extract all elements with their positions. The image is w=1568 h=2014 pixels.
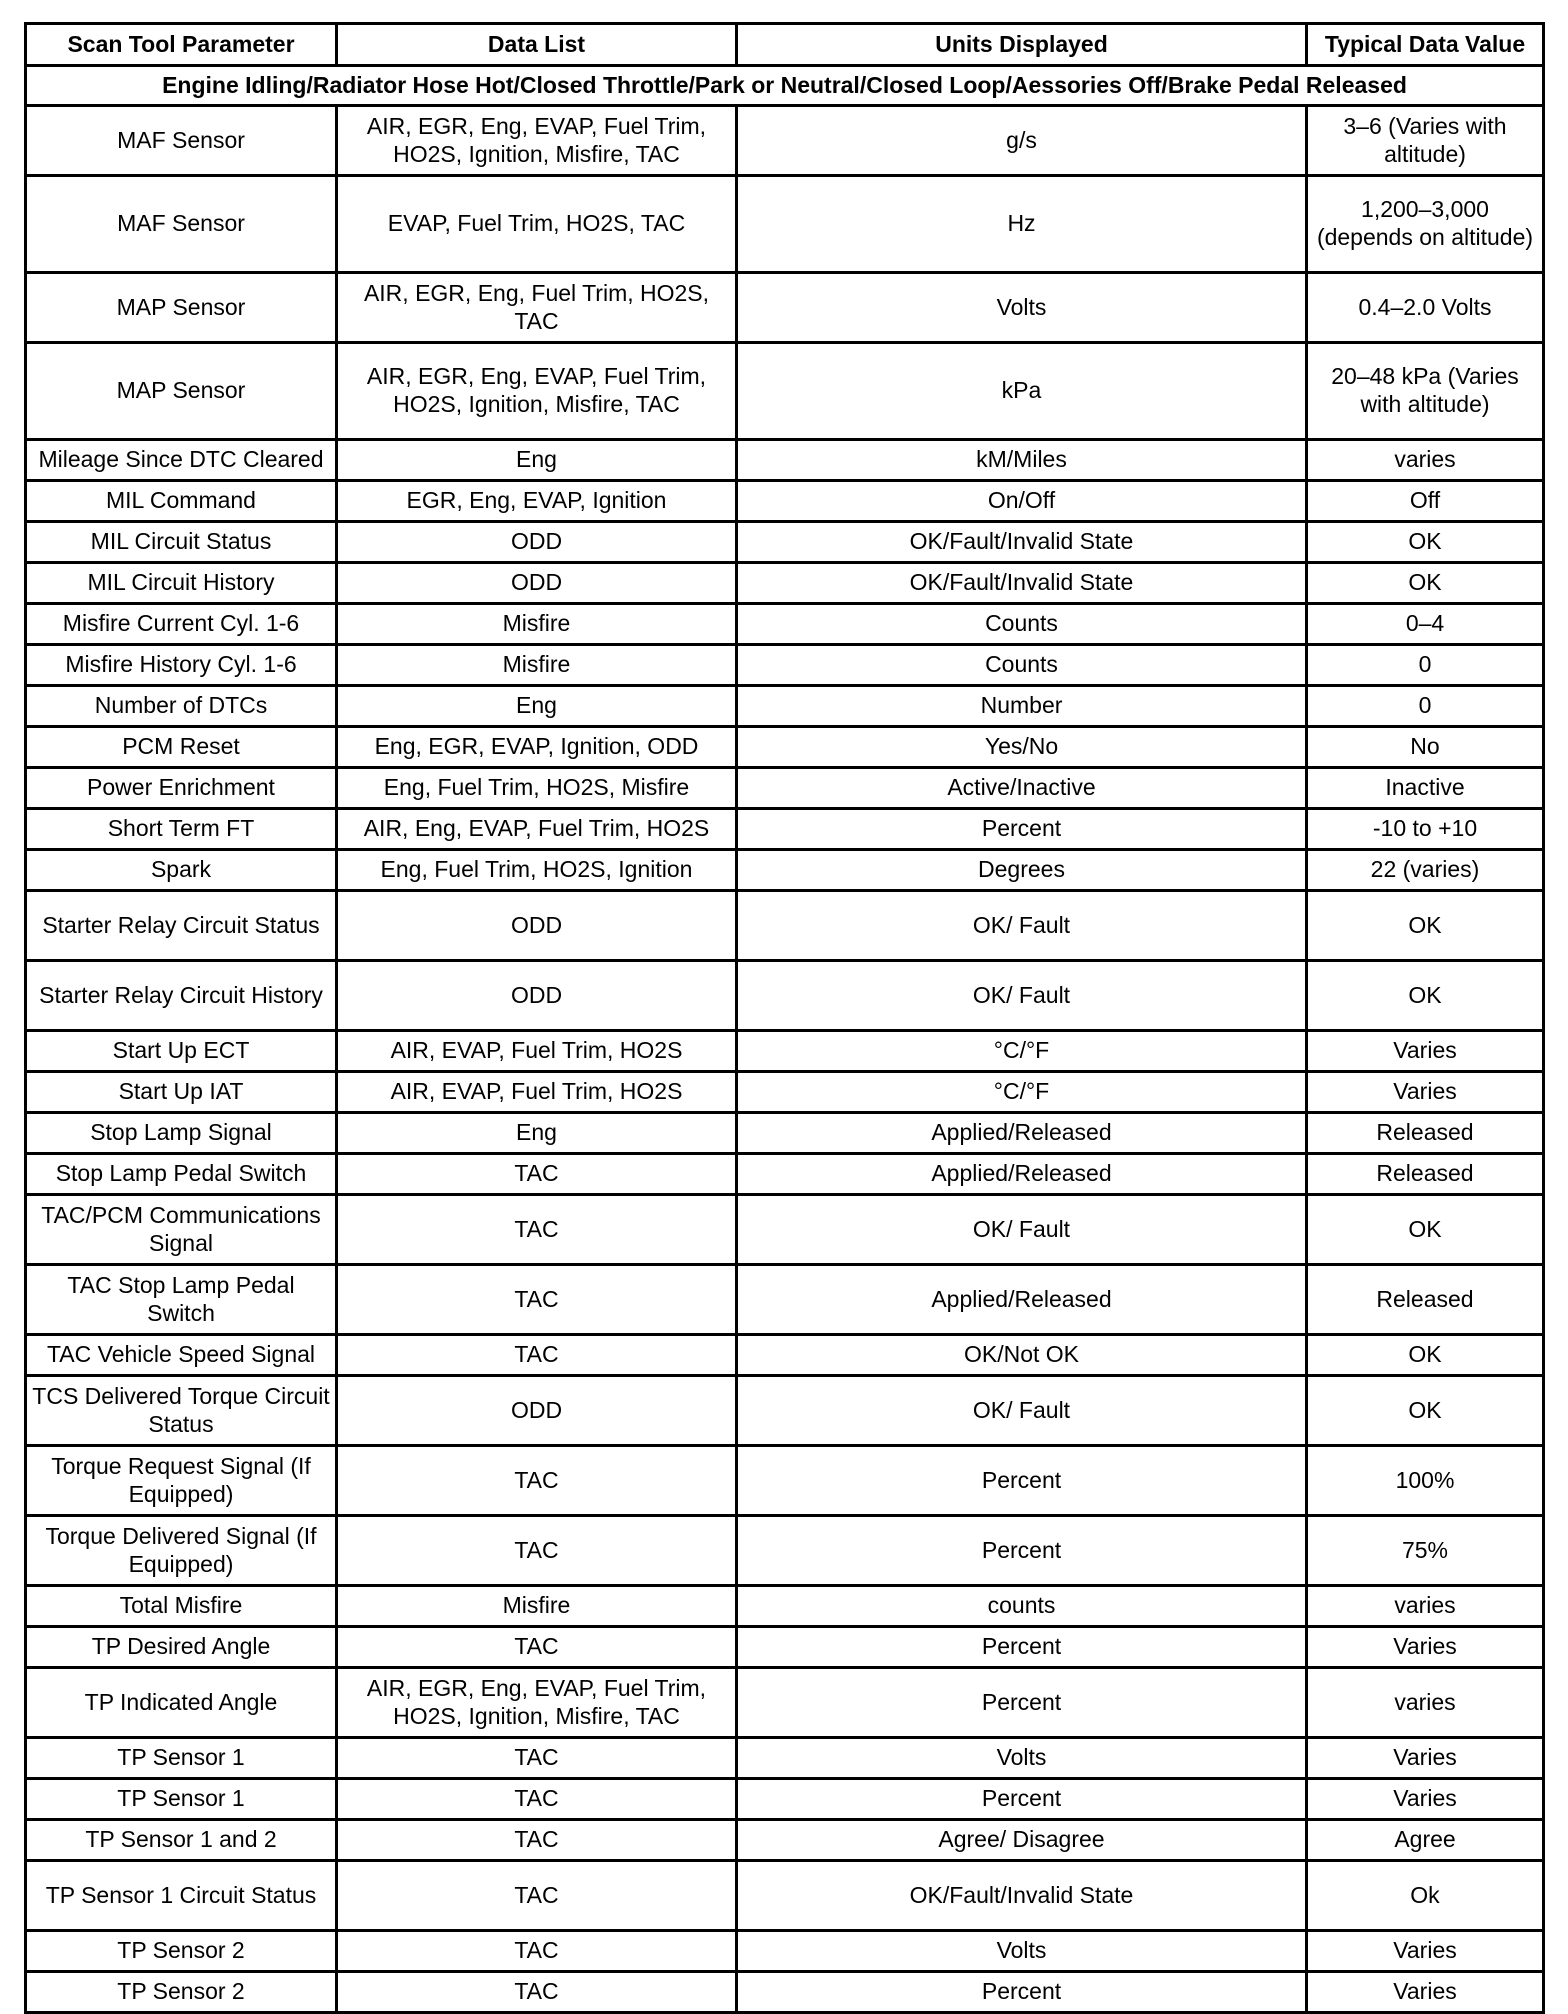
parameter-cell: Number of DTCs bbox=[26, 686, 337, 727]
data-list-cell: Eng bbox=[337, 440, 737, 481]
parameter-cell: Torque Delivered Signal (If Equipped) bbox=[26, 1516, 337, 1586]
parameter-cell: TP Sensor 2 bbox=[26, 1972, 337, 2013]
parameter-cell: TP Desired Angle bbox=[26, 1627, 337, 1668]
typical-value-cell: 0 bbox=[1307, 645, 1544, 686]
data-list-cell: Misfire bbox=[337, 604, 737, 645]
data-list-cell: Eng bbox=[337, 1113, 737, 1154]
typical-value-cell: -10 to +10 bbox=[1307, 809, 1544, 850]
typical-value-cell: No bbox=[1307, 727, 1544, 768]
data-list-cell: TAC bbox=[337, 1779, 737, 1820]
typical-value-cell: varies bbox=[1307, 1668, 1544, 1738]
table-row bbox=[26, 1154, 1544, 1195]
parameter-cell: MAF Sensor bbox=[26, 106, 337, 176]
table-row bbox=[26, 1376, 1544, 1446]
units-cell: OK/ Fault bbox=[737, 961, 1307, 1031]
typical-value-cell: OK bbox=[1307, 1195, 1544, 1265]
table-row bbox=[26, 809, 1544, 850]
table-row bbox=[26, 522, 1544, 563]
data-list-cell: TAC bbox=[337, 1861, 737, 1931]
units-cell: OK/ Fault bbox=[737, 1195, 1307, 1265]
parameter-cell: MIL Circuit History bbox=[26, 563, 337, 604]
parameter-cell: Start Up IAT bbox=[26, 1072, 337, 1113]
typical-value-cell: OK bbox=[1307, 563, 1544, 604]
units-cell: Number bbox=[737, 686, 1307, 727]
data-list-cell: AIR, EGR, Eng, EVAP, Fuel Trim, HO2S, Ignition, Misfire, TAC bbox=[337, 1668, 737, 1738]
typical-value-cell: 0 bbox=[1307, 686, 1544, 727]
typical-value-cell: OK bbox=[1307, 961, 1544, 1031]
data-list-cell: TAC bbox=[337, 1516, 737, 1586]
typical-value-cell: Released bbox=[1307, 1113, 1544, 1154]
typical-value-cell: 0–4 bbox=[1307, 604, 1544, 645]
table-row bbox=[26, 1113, 1544, 1154]
data-list-cell: TAC bbox=[337, 1627, 737, 1668]
parameter-cell: Power Enrichment bbox=[26, 768, 337, 809]
data-list-cell: TAC bbox=[337, 1738, 737, 1779]
parameter-cell: Stop Lamp Pedal Switch bbox=[26, 1154, 337, 1195]
typical-value-cell: Off bbox=[1307, 481, 1544, 522]
typical-value-cell: Varies bbox=[1307, 1779, 1544, 1820]
typical-value-cell: 100% bbox=[1307, 1446, 1544, 1516]
typical-value-cell: 1,200–3,000 (depends on altitude) bbox=[1307, 176, 1544, 273]
data-list-cell: TAC bbox=[337, 1446, 737, 1516]
parameter-cell: TP Indicated Angle bbox=[26, 1668, 337, 1738]
units-cell: Volts bbox=[737, 273, 1307, 343]
data-list-cell: ODD bbox=[337, 522, 737, 563]
parameter-cell: Mileage Since DTC Cleared bbox=[26, 440, 337, 481]
typical-value-cell: OK bbox=[1307, 891, 1544, 961]
units-cell: Applied/Released bbox=[737, 1265, 1307, 1335]
units-cell: Percent bbox=[737, 1972, 1307, 2013]
table-row bbox=[26, 481, 1544, 522]
units-cell: °C/°F bbox=[737, 1072, 1307, 1113]
data-list-cell: TAC bbox=[337, 1972, 737, 2013]
data-list-cell: AIR, Eng, EVAP, Fuel Trim, HO2S bbox=[337, 809, 737, 850]
parameter-cell: TAC Stop Lamp Pedal Switch bbox=[26, 1265, 337, 1335]
units-cell: Applied/Released bbox=[737, 1113, 1307, 1154]
table-row bbox=[26, 686, 1544, 727]
data-list-cell: Eng, EGR, EVAP, Ignition, ODD bbox=[337, 727, 737, 768]
table-row bbox=[26, 1446, 1544, 1516]
units-cell: OK/Fault/Invalid State bbox=[737, 1861, 1307, 1931]
units-cell: Percent bbox=[737, 1627, 1307, 1668]
header-units-displayed: Units Displayed bbox=[737, 24, 1307, 66]
typical-value-cell: Varies bbox=[1307, 1031, 1544, 1072]
scan-tool-data-table bbox=[24, 22, 1545, 2014]
table-row bbox=[26, 891, 1544, 961]
units-cell: Percent bbox=[737, 1516, 1307, 1586]
table-row bbox=[26, 343, 1544, 440]
units-cell: OK/Not OK bbox=[737, 1335, 1307, 1376]
parameter-cell: MIL Circuit Status bbox=[26, 522, 337, 563]
units-cell: Agree/ Disagree bbox=[737, 1820, 1307, 1861]
parameter-cell: MAP Sensor bbox=[26, 343, 337, 440]
typical-value-cell: Varies bbox=[1307, 1931, 1544, 1972]
typical-value-cell: OK bbox=[1307, 1376, 1544, 1446]
units-cell: Counts bbox=[737, 604, 1307, 645]
table-row bbox=[26, 440, 1544, 481]
parameter-cell: Starter Relay Circuit Status bbox=[26, 891, 337, 961]
typical-value-cell: OK bbox=[1307, 1335, 1544, 1376]
typical-value-cell: varies bbox=[1307, 440, 1544, 481]
table-row bbox=[26, 1627, 1544, 1668]
units-cell: Yes/No bbox=[737, 727, 1307, 768]
table-row bbox=[26, 961, 1544, 1031]
parameter-cell: Start Up ECT bbox=[26, 1031, 337, 1072]
table-row bbox=[26, 850, 1544, 891]
table-row bbox=[26, 1031, 1544, 1072]
typical-value-cell: Released bbox=[1307, 1154, 1544, 1195]
parameter-cell: Total Misfire bbox=[26, 1586, 337, 1627]
typical-value-cell: Varies bbox=[1307, 1738, 1544, 1779]
table-row bbox=[26, 1972, 1544, 2013]
data-list-cell: TAC bbox=[337, 1820, 737, 1861]
parameter-cell: MAF Sensor bbox=[26, 176, 337, 273]
data-list-cell: Eng, Fuel Trim, HO2S, Ignition bbox=[337, 850, 737, 891]
table-row bbox=[26, 563, 1544, 604]
units-cell: Counts bbox=[737, 645, 1307, 686]
typical-value-cell: Varies bbox=[1307, 1972, 1544, 2013]
parameter-cell: Torque Request Signal (If Equipped) bbox=[26, 1446, 337, 1516]
typical-value-cell: 0.4–2.0 Volts bbox=[1307, 273, 1544, 343]
test-condition: Engine Idling/Radiator Hose Hot/Closed Throttle/Park or Neutral/Closed Loop/Aessories Off/Brake Pedal Released bbox=[26, 66, 1544, 106]
parameter-cell: TP Sensor 2 bbox=[26, 1931, 337, 1972]
parameter-cell: PCM Reset bbox=[26, 727, 337, 768]
parameter-cell: TP Sensor 1 bbox=[26, 1779, 337, 1820]
typical-value-cell: Varies bbox=[1307, 1627, 1544, 1668]
parameter-cell: MIL Command bbox=[26, 481, 337, 522]
units-cell: OK/Fault/Invalid State bbox=[737, 522, 1307, 563]
table-row bbox=[26, 1265, 1544, 1335]
typical-value-cell: Agree bbox=[1307, 1820, 1544, 1861]
parameter-cell: Starter Relay Circuit History bbox=[26, 961, 337, 1031]
data-list-cell: AIR, EGR, Eng, EVAP, Fuel Trim, HO2S, Ignition, Misfire, TAC bbox=[337, 106, 737, 176]
units-cell: °C/°F bbox=[737, 1031, 1307, 1072]
table-row bbox=[26, 106, 1544, 176]
typical-value-cell: Varies bbox=[1307, 1072, 1544, 1113]
data-list-cell: TAC bbox=[337, 1195, 737, 1265]
table-row bbox=[26, 1195, 1544, 1265]
table-row bbox=[26, 1586, 1544, 1627]
table-row bbox=[26, 1861, 1544, 1931]
table-row bbox=[26, 1668, 1544, 1738]
units-cell: Applied/Released bbox=[737, 1154, 1307, 1195]
table-row bbox=[26, 1516, 1544, 1586]
units-cell: On/Off bbox=[737, 481, 1307, 522]
units-cell: Percent bbox=[737, 1668, 1307, 1738]
data-list-cell: Eng, Fuel Trim, HO2S, Misfire bbox=[337, 768, 737, 809]
data-list-cell: TAC bbox=[337, 1335, 737, 1376]
header-row bbox=[26, 24, 1544, 66]
data-list-cell: AIR, EVAP, Fuel Trim, HO2S bbox=[337, 1031, 737, 1072]
table-row bbox=[26, 768, 1544, 809]
units-cell: Volts bbox=[737, 1931, 1307, 1972]
data-list-cell: TAC bbox=[337, 1931, 737, 1972]
parameter-cell: TP Sensor 1 Circuit Status bbox=[26, 1861, 337, 1931]
table-row bbox=[26, 727, 1544, 768]
data-list-cell: ODD bbox=[337, 961, 737, 1031]
units-cell: Hz bbox=[737, 176, 1307, 273]
parameter-cell: MAP Sensor bbox=[26, 273, 337, 343]
typical-value-cell: Inactive bbox=[1307, 768, 1544, 809]
data-list-cell: TAC bbox=[337, 1265, 737, 1335]
typical-value-cell: OK bbox=[1307, 522, 1544, 563]
units-cell: OK/ Fault bbox=[737, 891, 1307, 961]
typical-value-cell: 22 (varies) bbox=[1307, 850, 1544, 891]
table-row bbox=[26, 1779, 1544, 1820]
units-cell: Active/Inactive bbox=[737, 768, 1307, 809]
header-scan-tool-parameter: Scan Tool Parameter bbox=[26, 24, 337, 66]
data-list-cell: EGR, Eng, EVAP, Ignition bbox=[337, 481, 737, 522]
typical-value-cell: Released bbox=[1307, 1265, 1544, 1335]
table-row bbox=[26, 645, 1544, 686]
typical-value-cell: 3–6 (Varies with altitude) bbox=[1307, 106, 1544, 176]
parameter-cell: Misfire History Cyl. 1-6 bbox=[26, 645, 337, 686]
table-row bbox=[26, 1738, 1544, 1779]
table-row bbox=[26, 1072, 1544, 1113]
units-cell: Percent bbox=[737, 809, 1307, 850]
data-list-cell: ODD bbox=[337, 891, 737, 961]
parameter-cell: Spark bbox=[26, 850, 337, 891]
parameter-cell: TCS Delivered Torque Circuit Status bbox=[26, 1376, 337, 1446]
data-list-cell: Misfire bbox=[337, 645, 737, 686]
parameter-cell: TAC Vehicle Speed Signal bbox=[26, 1335, 337, 1376]
data-list-cell: AIR, EGR, Eng, Fuel Trim, HO2S, TAC bbox=[337, 273, 737, 343]
data-list-cell: EVAP, Fuel Trim, HO2S, TAC bbox=[337, 176, 737, 273]
units-cell: g/s bbox=[737, 106, 1307, 176]
parameter-cell: TP Sensor 1 and 2 bbox=[26, 1820, 337, 1861]
parameter-cell: Stop Lamp Signal bbox=[26, 1113, 337, 1154]
typical-value-cell: varies bbox=[1307, 1586, 1544, 1627]
typical-value-cell: 75% bbox=[1307, 1516, 1544, 1586]
header-data-list: Data List bbox=[337, 24, 737, 66]
parameter-cell: TAC/PCM Communications Signal bbox=[26, 1195, 337, 1265]
parameter-cell: Short Term FT bbox=[26, 809, 337, 850]
table-row bbox=[26, 176, 1544, 273]
data-list-cell: AIR, EVAP, Fuel Trim, HO2S bbox=[337, 1072, 737, 1113]
units-cell: Volts bbox=[737, 1738, 1307, 1779]
data-list-cell: ODD bbox=[337, 563, 737, 604]
data-list-cell: Misfire bbox=[337, 1586, 737, 1627]
table-row bbox=[26, 604, 1544, 645]
units-cell: kM/Miles bbox=[737, 440, 1307, 481]
parameter-cell: TP Sensor 1 bbox=[26, 1738, 337, 1779]
typical-value-cell: Ok bbox=[1307, 1861, 1544, 1931]
table-row bbox=[26, 273, 1544, 343]
table-row bbox=[26, 1335, 1544, 1376]
table-row bbox=[26, 1820, 1544, 1861]
units-cell: counts bbox=[737, 1586, 1307, 1627]
condition-row bbox=[26, 66, 1544, 106]
table-row bbox=[26, 1931, 1544, 1972]
units-cell: Percent bbox=[737, 1779, 1307, 1820]
units-cell: Degrees bbox=[737, 850, 1307, 891]
units-cell: kPa bbox=[737, 343, 1307, 440]
data-list-cell: AIR, EGR, Eng, EVAP, Fuel Trim, HO2S, Ignition, Misfire, TAC bbox=[337, 343, 737, 440]
data-list-cell: TAC bbox=[337, 1154, 737, 1195]
units-cell: Percent bbox=[737, 1446, 1307, 1516]
typical-value-cell: 20–48 kPa (Varies with altitude) bbox=[1307, 343, 1544, 440]
units-cell: OK/ Fault bbox=[737, 1376, 1307, 1446]
data-list-cell: ODD bbox=[337, 1376, 737, 1446]
parameter-cell: Misfire Current Cyl. 1-6 bbox=[26, 604, 337, 645]
header-typical-data-value: Typical Data Value bbox=[1307, 24, 1544, 66]
data-list-cell: Eng bbox=[337, 686, 737, 727]
units-cell: OK/Fault/Invalid State bbox=[737, 563, 1307, 604]
